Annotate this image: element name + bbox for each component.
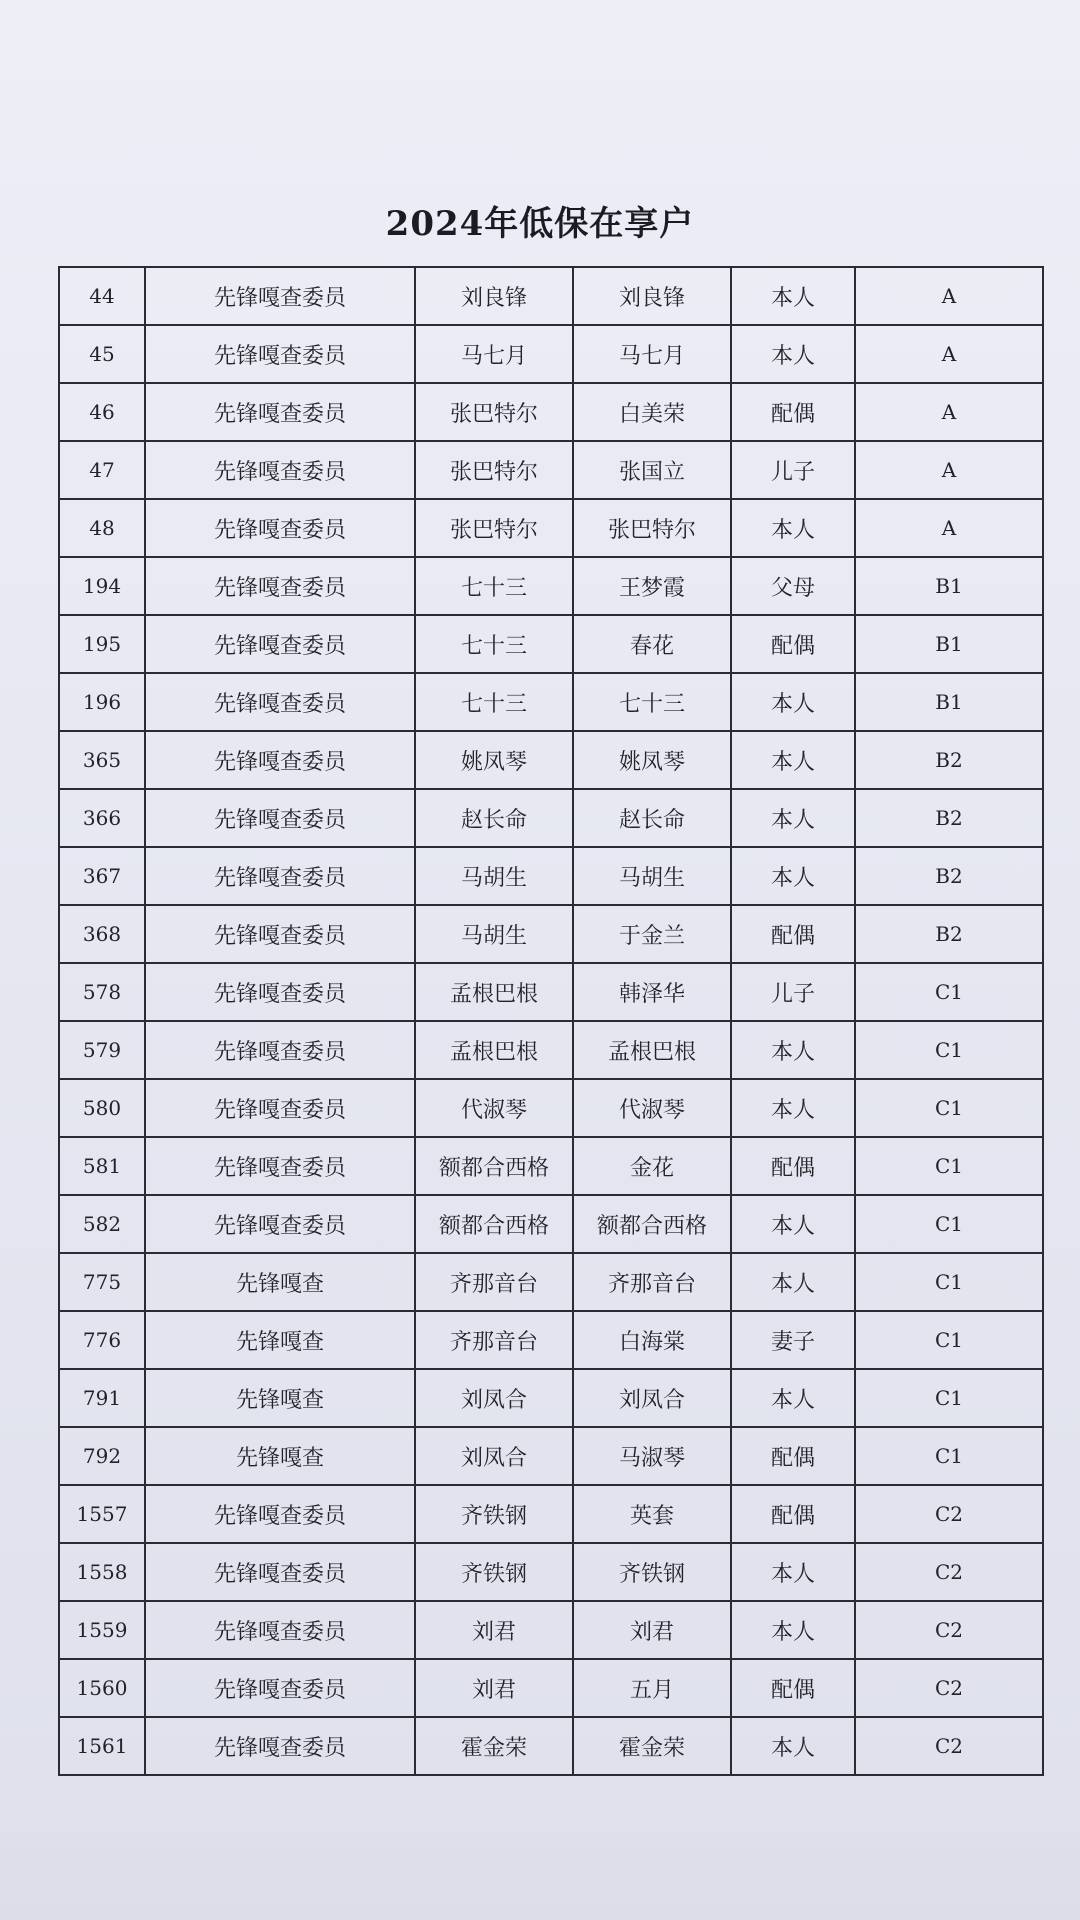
village-cell: 先锋嘎查委员 [145,963,415,1021]
member-name-cell: 孟根巴根 [573,1021,731,1079]
table-row [59,963,1043,1021]
category-cell: B2 [855,731,1043,789]
category-cell: C1 [855,963,1043,1021]
table-row [59,267,1043,325]
table-row [59,1717,1043,1775]
household-head-cell: 齐那音台 [415,1253,573,1311]
relation-cell: 本人 [731,1021,855,1079]
relation-cell: 配偶 [731,1485,855,1543]
category-cell: A [855,383,1043,441]
table-row [59,673,1043,731]
table-row [59,1079,1043,1137]
table-row [59,383,1043,441]
member-name-cell: 于金兰 [573,905,731,963]
relation-cell: 配偶 [731,1659,855,1717]
member-name-cell: 姚凤琴 [573,731,731,789]
row-number-cell: 47 [59,441,145,499]
relation-cell: 配偶 [731,1427,855,1485]
member-name-cell: 齐铁钢 [573,1543,731,1601]
relation-cell: 本人 [731,1253,855,1311]
relation-cell: 本人 [731,1543,855,1601]
household-head-cell: 孟根巴根 [415,1021,573,1079]
table-row [59,1659,1043,1717]
household-head-cell: 额都合西格 [415,1137,573,1195]
category-cell: C1 [855,1427,1043,1485]
category-cell: A [855,499,1043,557]
household-head-cell: 齐铁钢 [415,1485,573,1543]
row-number-cell: 48 [59,499,145,557]
member-name-cell: 刘君 [573,1601,731,1659]
category-cell: B1 [855,557,1043,615]
household-head-cell: 张巴特尔 [415,441,573,499]
category-cell: C1 [855,1079,1043,1137]
household-head-cell: 刘凤合 [415,1369,573,1427]
relation-cell: 本人 [731,267,855,325]
relation-cell: 儿子 [731,441,855,499]
table-row [59,847,1043,905]
category-cell: B1 [855,615,1043,673]
relation-cell: 配偶 [731,1137,855,1195]
row-number-cell: 1560 [59,1659,145,1717]
relation-cell: 本人 [731,789,855,847]
category-cell: C1 [855,1369,1043,1427]
member-name-cell: 齐那音台 [573,1253,731,1311]
table-row [59,789,1043,847]
relation-cell: 本人 [731,1369,855,1427]
row-number-cell: 1561 [59,1717,145,1775]
relation-cell: 本人 [731,847,855,905]
row-number-cell: 368 [59,905,145,963]
relation-cell: 父母 [731,557,855,615]
row-number-cell: 194 [59,557,145,615]
category-cell: B1 [855,673,1043,731]
village-cell: 先锋嘎查委员 [145,1195,415,1253]
category-cell: C2 [855,1601,1043,1659]
table-row [59,731,1043,789]
member-name-cell: 刘凤合 [573,1369,731,1427]
household-head-cell: 代淑琴 [415,1079,573,1137]
village-cell: 先锋嘎查委员 [145,1021,415,1079]
page-bottom-shade [0,1790,1080,1920]
member-name-cell: 马胡生 [573,847,731,905]
table-row [59,1021,1043,1079]
village-cell: 先锋嘎查委员 [145,267,415,325]
row-number-cell: 775 [59,1253,145,1311]
household-head-cell: 霍金荣 [415,1717,573,1775]
row-number-cell: 367 [59,847,145,905]
document-title: 2024年低保在享户 [385,204,695,244]
village-cell: 先锋嘎查委员 [145,557,415,615]
row-number-cell: 581 [59,1137,145,1195]
category-cell: B2 [855,847,1043,905]
category-cell: C1 [855,1021,1043,1079]
village-cell: 先锋嘎查委员 [145,1601,415,1659]
table-row [59,1137,1043,1195]
village-cell: 先锋嘎查委员 [145,615,415,673]
row-number-cell: 579 [59,1021,145,1079]
village-cell: 先锋嘎查委员 [145,383,415,441]
village-cell: 先锋嘎查委员 [145,847,415,905]
household-head-cell: 马胡生 [415,905,573,963]
category-cell: A [855,267,1043,325]
relation-cell: 本人 [731,1601,855,1659]
table-row [59,1311,1043,1369]
category-cell: A [855,441,1043,499]
relation-cell: 本人 [731,1079,855,1137]
village-cell: 先锋嘎查 [145,1427,415,1485]
relation-cell: 妻子 [731,1311,855,1369]
village-cell: 先锋嘎查委员 [145,1543,415,1601]
village-cell: 先锋嘎查 [145,1369,415,1427]
household-head-cell: 张巴特尔 [415,499,573,557]
village-cell: 先锋嘎查委员 [145,499,415,557]
household-head-cell: 额都合西格 [415,1195,573,1253]
category-cell: C1 [855,1195,1043,1253]
row-number-cell: 196 [59,673,145,731]
member-name-cell: 额都合西格 [573,1195,731,1253]
member-name-cell: 代淑琴 [573,1079,731,1137]
relation-cell: 本人 [731,673,855,731]
table-body [59,267,1043,1775]
row-number-cell: 776 [59,1311,145,1369]
household-head-cell: 七十三 [415,673,573,731]
category-cell: B2 [855,789,1043,847]
member-name-cell: 赵长命 [573,789,731,847]
member-name-cell: 马淑琴 [573,1427,731,1485]
member-name-cell: 春花 [573,615,731,673]
household-head-cell: 刘良锋 [415,267,573,325]
relation-cell: 本人 [731,1195,855,1253]
household-head-cell: 齐铁钢 [415,1543,573,1601]
household-head-cell: 七十三 [415,557,573,615]
household-head-cell: 七十三 [415,615,573,673]
table-row [59,1427,1043,1485]
relation-cell: 本人 [731,1717,855,1775]
relation-cell: 配偶 [731,905,855,963]
table-row [59,325,1043,383]
category-cell: C1 [855,1253,1043,1311]
member-name-cell: 英套 [573,1485,731,1543]
member-name-cell: 张国立 [573,441,731,499]
village-cell: 先锋嘎查委员 [145,731,415,789]
member-name-cell: 韩泽华 [573,963,731,1021]
member-name-cell: 五月 [573,1659,731,1717]
category-cell: C2 [855,1717,1043,1775]
row-number-cell: 46 [59,383,145,441]
household-head-cell: 刘凤合 [415,1427,573,1485]
row-number-cell: 45 [59,325,145,383]
row-number-cell: 44 [59,267,145,325]
member-name-cell: 七十三 [573,673,731,731]
village-cell: 先锋嘎查 [145,1311,415,1369]
member-name-cell: 白美荣 [573,383,731,441]
category-cell: C1 [855,1137,1043,1195]
household-head-cell: 刘君 [415,1659,573,1717]
row-number-cell: 580 [59,1079,145,1137]
category-cell: A [855,325,1043,383]
beneficiary-table [58,266,1044,1776]
relation-cell: 本人 [731,499,855,557]
household-head-cell: 马胡生 [415,847,573,905]
village-cell: 先锋嘎查委员 [145,1079,415,1137]
member-name-cell: 张巴特尔 [573,499,731,557]
table-row [59,905,1043,963]
household-head-cell: 马七月 [415,325,573,383]
relation-cell: 配偶 [731,383,855,441]
village-cell: 先锋嘎查委员 [145,325,415,383]
row-number-cell: 1558 [59,1543,145,1601]
table-row [59,557,1043,615]
member-name-cell: 金花 [573,1137,731,1195]
village-cell: 先锋嘎查委员 [145,673,415,731]
row-number-cell: 792 [59,1427,145,1485]
row-number-cell: 1557 [59,1485,145,1543]
member-name-cell: 马七月 [573,325,731,383]
household-head-cell: 孟根巴根 [415,963,573,1021]
member-name-cell: 白海棠 [573,1311,731,1369]
village-cell: 先锋嘎查委员 [145,789,415,847]
relation-cell: 配偶 [731,615,855,673]
category-cell: B2 [855,905,1043,963]
member-name-cell: 刘良锋 [573,267,731,325]
table-row [59,441,1043,499]
row-number-cell: 791 [59,1369,145,1427]
row-number-cell: 582 [59,1195,145,1253]
relation-cell: 本人 [731,731,855,789]
table-row [59,1485,1043,1543]
village-cell: 先锋嘎查委员 [145,441,415,499]
village-cell: 先锋嘎查委员 [145,1717,415,1775]
village-cell: 先锋嘎查 [145,1253,415,1311]
table-row [59,1253,1043,1311]
household-head-cell: 赵长命 [415,789,573,847]
table-row [59,1601,1043,1659]
category-cell: C2 [855,1659,1043,1717]
relation-cell: 本人 [731,325,855,383]
table-row [59,499,1043,557]
category-cell: C2 [855,1543,1043,1601]
household-head-cell: 刘君 [415,1601,573,1659]
table-row [59,615,1043,673]
member-name-cell: 霍金荣 [573,1717,731,1775]
row-number-cell: 195 [59,615,145,673]
row-number-cell: 578 [59,963,145,1021]
village-cell: 先锋嘎查委员 [145,1485,415,1543]
row-number-cell: 365 [59,731,145,789]
village-cell: 先锋嘎查委员 [145,1659,415,1717]
table-row [59,1369,1043,1427]
category-cell: C1 [855,1311,1043,1369]
table-row [59,1543,1043,1601]
category-cell: C2 [855,1485,1043,1543]
village-cell: 先锋嘎查委员 [145,1137,415,1195]
row-number-cell: 1559 [59,1601,145,1659]
table-row [59,1195,1043,1253]
row-number-cell: 366 [59,789,145,847]
relation-cell: 儿子 [731,963,855,1021]
household-head-cell: 齐那音台 [415,1311,573,1369]
household-head-cell: 姚凤琴 [415,731,573,789]
household-head-cell: 张巴特尔 [415,383,573,441]
village-cell: 先锋嘎查委员 [145,905,415,963]
member-name-cell: 王梦霞 [573,557,731,615]
